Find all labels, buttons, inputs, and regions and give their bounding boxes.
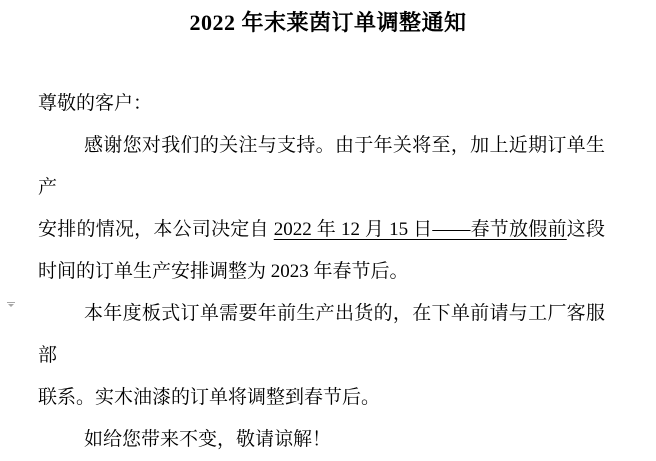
paragraph3-line1: 如给您带来不变，敬请谅解！ [84, 429, 332, 450]
collapse-triangle-bar [7, 302, 15, 303]
collapse-triangle-arrow [8, 304, 14, 307]
paragraph1-line2-post: 这段 [566, 219, 605, 240]
underlined-date-range: 2022 年 12 月 15 日——春节放假前 [273, 219, 567, 240]
paragraph1-line2 [38, 209, 605, 251]
paragraph2-line1: 本年度板式订单需要年前生产出货的，在下单前请与工厂客服部 [38, 303, 605, 366]
paragraph1-line3: 时间的订单生产安排调整为 2023 年春节后。 [38, 261, 409, 282]
paragraph2-line2: 联系。实木油漆的订单将调整到春节后。 [38, 387, 381, 408]
document-title: 2022 年末莱茵订单调整通知 [189, 10, 467, 35]
paragraph1-line1: 感谢您对我们的关注与支持。由于年关将至，加上近期订单生产 [38, 135, 605, 198]
salutation-line: 尊敬的客户： [38, 93, 153, 114]
document-body [38, 83, 605, 461]
paragraph1-line2-pre: 安排的情况，本公司决定自 [38, 219, 274, 240]
collapse-triangle-icon [7, 302, 15, 308]
